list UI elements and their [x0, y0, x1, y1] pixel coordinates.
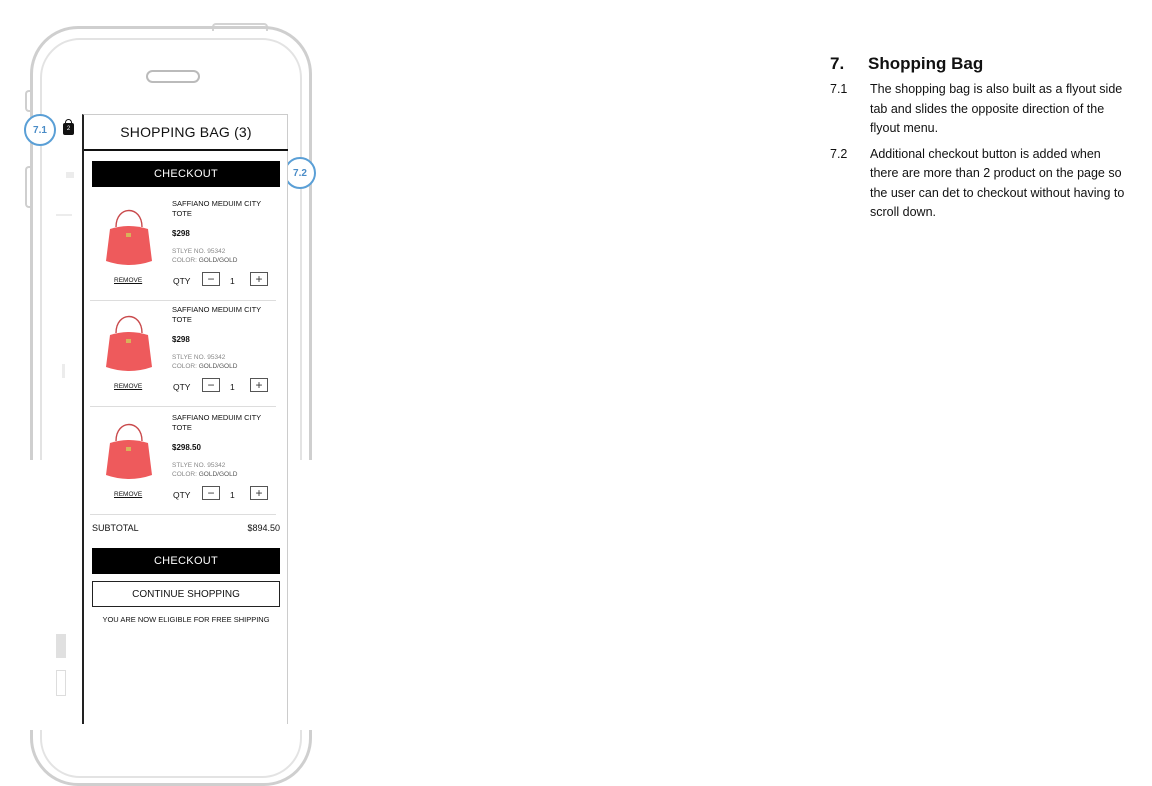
product-price: $298 — [172, 335, 190, 344]
remove-link[interactable]: REMOVE — [114, 277, 143, 284]
continue-shopping-button[interactable]: CONTINUE SHOPPING — [92, 581, 280, 607]
qty-value: 1 — [230, 490, 235, 500]
qty-increase-button[interactable]: + — [250, 378, 268, 392]
style-number: STLYE NO. 95342 — [172, 462, 226, 469]
chevron-right-icon — [62, 364, 65, 378]
qty-decrease-button[interactable]: − — [202, 272, 220, 286]
background-page — [56, 114, 82, 720]
item-divider — [90, 406, 276, 407]
product-name: SAFFIANO MEDUIM CITY TOTE — [172, 413, 262, 432]
product-price: $298 — [172, 229, 190, 238]
remove-link[interactable]: REMOVE — [114, 491, 143, 498]
qty-decrease-button[interactable]: − — [202, 378, 220, 392]
callout-7-1: 7.1 — [24, 114, 56, 146]
subtotal-row — [92, 523, 280, 533]
bag-item — [90, 409, 276, 515]
callout-7-2: 7.2 — [284, 157, 316, 189]
shopping-bag-flyout — [82, 114, 288, 724]
background-divider — [56, 214, 72, 216]
qty-value: 1 — [230, 382, 235, 392]
background-block — [56, 634, 66, 658]
item-divider — [90, 514, 276, 515]
phone-speaker — [146, 70, 200, 83]
background-block — [56, 670, 66, 696]
subtotal-value: $894.50 — [247, 523, 280, 533]
qty-increase-button[interactable]: + — [250, 486, 268, 500]
product-price: $298.50 — [172, 443, 201, 452]
color-info: COLOR: GOLD/GOLD — [172, 363, 238, 370]
style-number: STLYE NO. 95342 — [172, 354, 226, 361]
color-info: COLOR: GOLD/GOLD — [172, 257, 238, 264]
qty-label: QTY — [173, 490, 191, 500]
note-item — [830, 80, 1130, 139]
annotation-notes — [830, 54, 1130, 223]
checkout-button-top[interactable]: CHECKOUT — [92, 161, 280, 187]
product-image — [102, 305, 156, 375]
style-number: STLYE NO. 95342 — [172, 248, 226, 255]
note-item — [830, 145, 1130, 223]
qty-label: QTY — [173, 276, 191, 286]
free-shipping-message: YOU ARE NOW ELIGIBLE FOR FREE SHIPPING — [102, 615, 270, 624]
product-image — [102, 199, 156, 269]
qty-decrease-button[interactable]: − — [202, 486, 220, 500]
note-number: 7.2 — [830, 146, 848, 161]
heading-number: 7. — [830, 54, 845, 73]
subtotal-label: SUBTOTAL — [92, 523, 139, 533]
search-icon — [66, 172, 74, 178]
note-text: Additional checkout button is added when there are more than 2 product on the page so the user can det to checkout without having to scroll down. — [870, 146, 1125, 219]
note-text: The shopping bag is also built as a flyout side tab and slides the opposite direction of the flyout menu. — [870, 82, 1123, 135]
bag-item — [90, 301, 276, 407]
bag-badge: 2 — [66, 126, 71, 132]
note-number: 7.1 — [830, 82, 848, 96]
product-image — [102, 413, 156, 483]
panel-title: SHOPPING BAG (3) — [84, 115, 288, 151]
remove-link[interactable]: REMOVE — [114, 383, 143, 390]
shopping-bag-icon[interactable] — [63, 123, 74, 135]
notes-heading — [830, 54, 1130, 74]
product-name: SAFFIANO MEDUIM CITY TOTE — [172, 305, 262, 324]
color-info: COLOR: GOLD/GOLD — [172, 471, 238, 478]
qty-label: QTY — [173, 382, 191, 392]
qty-value: 1 — [230, 276, 235, 286]
heading-text: Shopping Bag — [868, 54, 984, 73]
checkout-button-bottom[interactable]: CHECKOUT — [92, 548, 280, 574]
bag-item — [90, 195, 276, 301]
qty-increase-button[interactable]: + — [250, 272, 268, 286]
product-name: SAFFIANO MEDUIM CITY TOTE — [172, 199, 262, 218]
